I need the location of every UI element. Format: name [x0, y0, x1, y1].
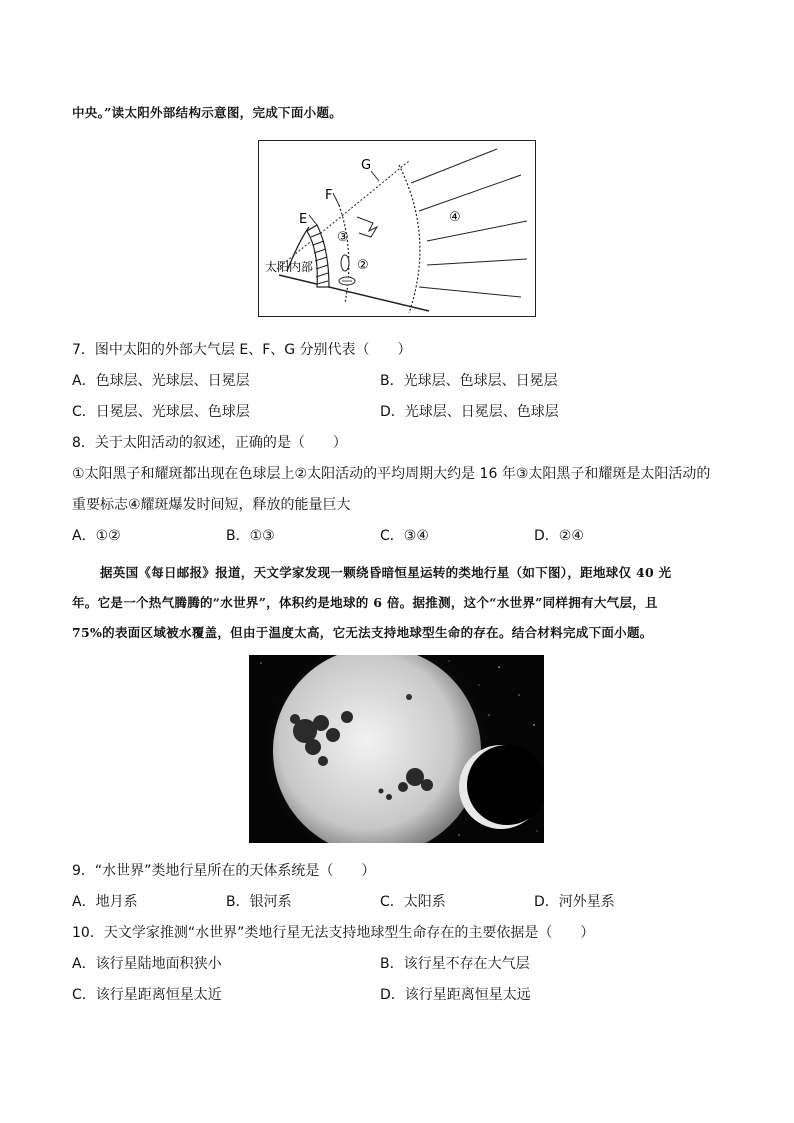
q7-option-d: D．光球层、日冕层、色球层 [380, 404, 559, 420]
small-sunspot [406, 694, 412, 700]
wind-line-5 [419, 287, 521, 297]
q10-option-c: C．该行星距离恒星太近 [72, 987, 222, 1003]
label-circle-2: ② [357, 258, 369, 273]
pointer-f [333, 193, 339, 205]
q8-option-a: A．①② [72, 528, 121, 544]
host-star [273, 655, 481, 843]
q9-stem: 9．“水世界”类地行星所在的天体系统是（ ） [72, 863, 376, 879]
wedge-upper-edge [277, 161, 409, 269]
corona-arc [399, 165, 420, 313]
q7-option-c: C．日冕层、光球层、色球层 [72, 404, 250, 420]
pointer-g [371, 171, 379, 181]
wind-line-2 [419, 175, 521, 211]
q9-option-c: C．太阳系 [380, 894, 446, 910]
q8-option-c: C．③④ [380, 528, 429, 544]
wind-line-4 [427, 259, 527, 265]
passage-line-3: 75%的表面区域被水覆盖，但由于温度太高，它无法支持地球型生命的存在。结合材料完成下面小题。 [72, 625, 653, 640]
sun-structure-diagram [258, 140, 536, 317]
q8-stem: 8．关于太阳活动的叙述，正确的是（ ） [72, 435, 347, 451]
passage-line-1: 据英国《每日邮报》报道，天文学家发现一颗绕昏暗恒星运转的类地行星（如下图），距地球仅 40 光 [100, 565, 672, 580]
star-planet-svg [249, 655, 544, 843]
label-circle-4: ④ [449, 210, 461, 225]
pointer-e [309, 215, 317, 225]
sunspot-shape-1 [341, 255, 349, 271]
q9-option-d: D．河外星系 [534, 894, 615, 910]
label-f: F [325, 188, 333, 203]
q10-option-d: D．该行星距离恒星太远 [380, 987, 531, 1003]
label-e: E [299, 212, 308, 227]
prominence-shape [357, 217, 377, 237]
sun-structure-svg [259, 141, 534, 315]
q8-option-b: B．①③ [226, 528, 275, 544]
water-world-planet [467, 745, 544, 825]
label-interior: 太阳内部 [265, 260, 314, 274]
intro-text: 中央。”读太阳外部结构示意图，完成下面小题。 [72, 105, 343, 120]
q8-statement-line-2: 重要标志④耀斑爆发时间短，释放的能量巨大 [72, 497, 351, 513]
label-g: G [361, 158, 372, 173]
q8-option-d: D．②④ [534, 528, 584, 544]
wind-line-3 [427, 221, 527, 241]
q10-option-b: B．该行星不存在大气层 [380, 956, 530, 972]
q8-statement-line-1: ①太阳黑子和耀斑都出现在色球层上②太阳活动的平均周期大约是 16 年③太阳黑子和耀斑是太阳活动的 [72, 466, 711, 482]
passage-line-2: 年。它是一个热气腾腾的“水世界”，体积约是地球的 6 倍。据推测，这个“水世界”同样拥有大气层，且 [72, 595, 658, 610]
q9-option-a: A．地月系 [72, 894, 138, 910]
q7-option-b: B．光球层、色球层、日冕层 [380, 373, 558, 389]
water-world-illustration [249, 655, 544, 843]
q10-option-a: A．该行星陆地面积狭小 [72, 956, 222, 972]
label-circle-3: ③ [337, 230, 349, 245]
q7-option-a: A．色球层、光球层、日冕层 [72, 373, 250, 389]
q7-stem: 7．图中太阳的外部大气层 E、F、G 分别代表（ ） [72, 342, 412, 358]
q9-option-b: B．银河系 [226, 894, 292, 910]
chromosphere-arc [339, 205, 349, 303]
wind-line-1 [411, 149, 497, 183]
q10-stem: 10．天文学家推测“水世界”类地行星无法支持地球型生命存在的主要依据是（ ） [72, 925, 595, 941]
